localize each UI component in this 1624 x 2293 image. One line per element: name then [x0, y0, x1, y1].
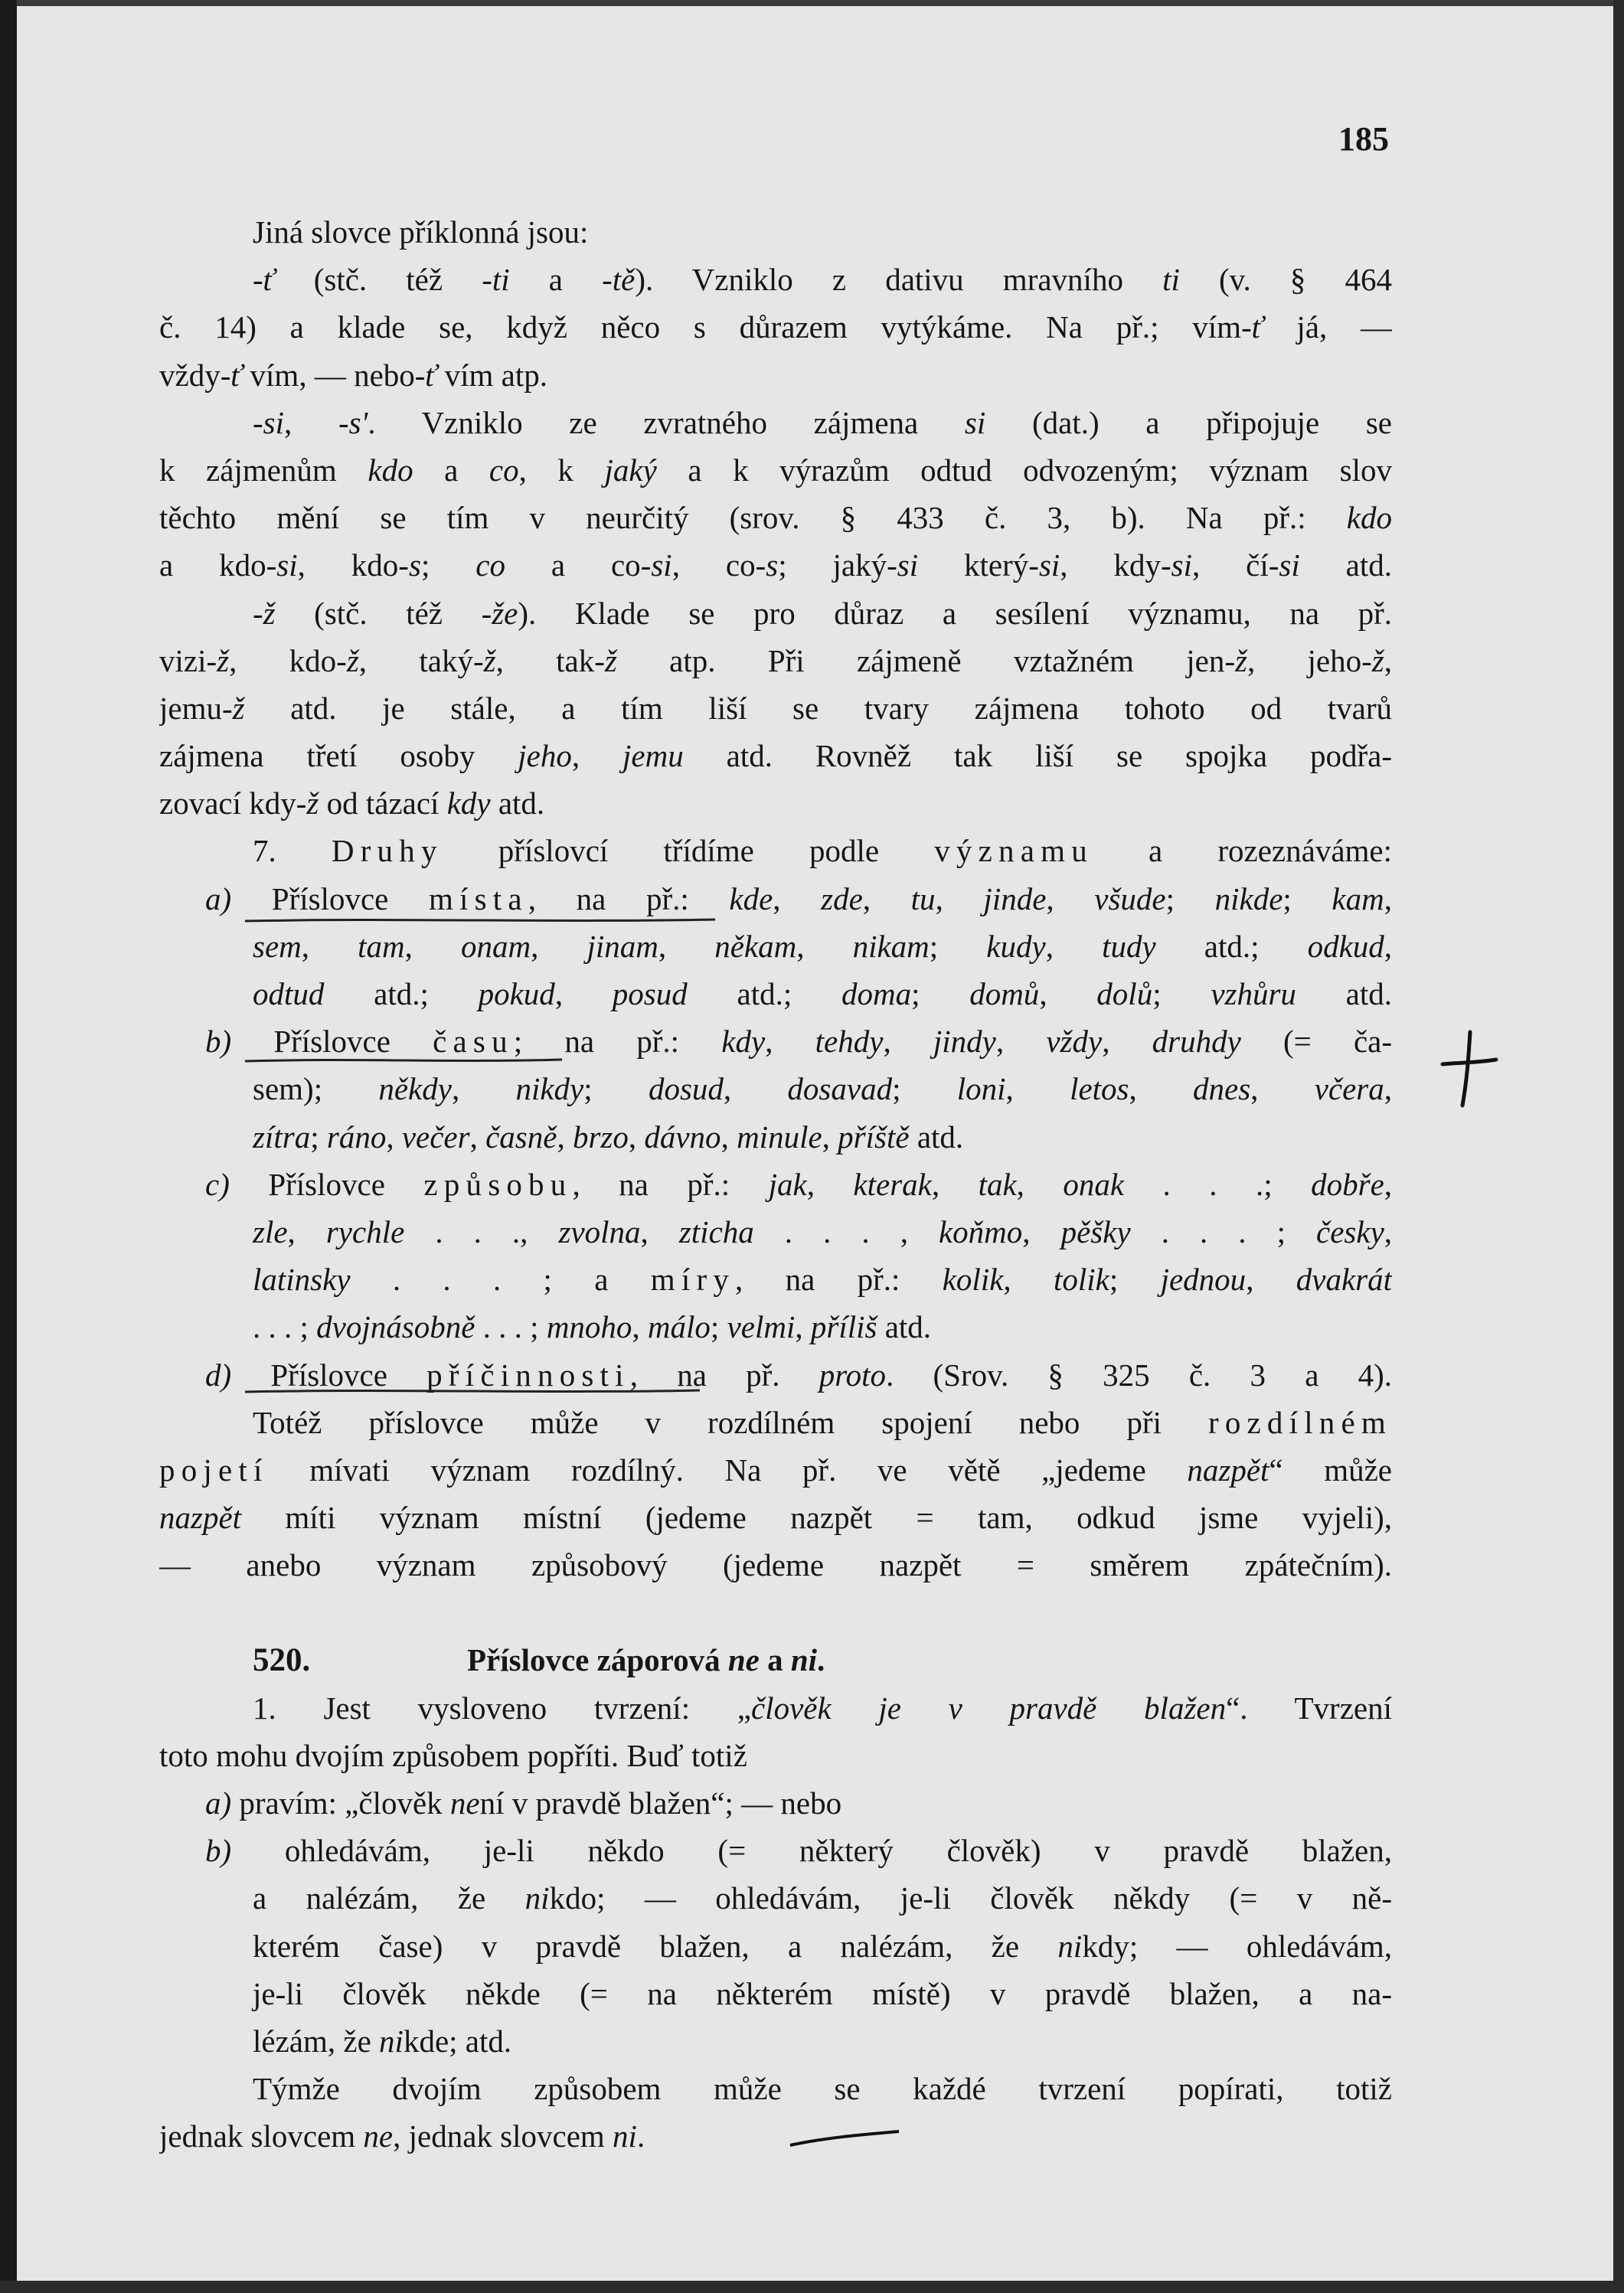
text-line: pojetí mívati význam rozdílný. Na př. ve větě „jedeme nazpět“ může — [159, 1452, 1392, 1488]
scan-bottom-edge — [0, 2281, 1624, 2293]
text-line: jednak slovcem ne, jednak slovcem ni. — [159, 2118, 645, 2154]
text-line: sem, tam, onam, jinam, někam, nikam; kudy, tudy atd.; odkud, — [253, 928, 1392, 964]
text-line: Týmže dvojím způsobem může se každé tvrzení popírati, totiž — [253, 2071, 1392, 2107]
text-line: a) Příslovce místa, na př.: kde, zde, tu, jinde, všude; nikde; kam, — [205, 880, 1392, 916]
pen-underline-pricinnosti — [243, 1386, 703, 1396]
page-number: 185 — [1338, 120, 1389, 158]
body-text — [159, 208, 1392, 2161]
text-line: je-li člověk někde (= na některém místě) v pravdě blažen, a na- — [253, 1975, 1392, 2011]
text-line: sem); někdy, nikdy; dosud, dosavad; loni, letos, dnes, včera, — [253, 1071, 1392, 1107]
pen-underline-casu — [243, 1055, 565, 1066]
text-line: b) ohledávám, je-li někdo (= některý člověk) v pravdě blažen, — [205, 1833, 1392, 1869]
text-line: . . . ; dvojnásobně . . . ; mnoho, málo; velmi, příliš atd. — [253, 1309, 932, 1345]
text-line: vizi-ž, kdo-ž, taký-ž, tak-ž atp. Při zájmeně vztažném jen-ž, jeho-ž, — [159, 642, 1392, 678]
scan-left-edge — [0, 0, 17, 2293]
text-line: latinsky . . . ; a míry, na př.: kolik, tolik; jednou, dvakrát — [253, 1262, 1392, 1298]
text-line: zájmena třetí osoby jeho, jemu atd. Rovněž tak liší se spojka podřa- — [159, 738, 1392, 774]
text-line: a kdo-si, kdo-s; co a co-si, co-s; jaký-si který-si, kdy-si, čí-si atd. — [159, 547, 1392, 583]
text-line: zovací kdy-ž od tázací kdy atd. — [159, 786, 545, 821]
scan-right-edge — [1613, 0, 1624, 2293]
section-heading — [159, 1636, 1392, 1684]
pen-underline-ni — [787, 2127, 902, 2150]
text-line: Totéž příslovce může v rozdílném spojení nebo při rozdílném — [253, 1404, 1392, 1440]
handwritten-cross-mark — [1439, 1026, 1501, 1110]
text-line: č. 14) a klade se, když něco s důrazem vytýkáme. Na př.; vím-ť já, — — [159, 309, 1392, 345]
text-line: d) Příslovce příčinnosti, na př. proto. (Srov. § 325 č. 3 a 4). — [205, 1357, 1392, 1393]
blank-line — [159, 1589, 1392, 1636]
text-line: — anebo význam způsobový (jedeme nazpět = směrem zpátečním). — [159, 1547, 1392, 1583]
text-line: c) Příslovce způsobu, na př.: jak, kterak, tak, onak . . .; dobře, — [205, 1166, 1392, 1202]
scan-top-edge — [0, 0, 1624, 6]
text-line: 7. Druhy příslovcí třídíme podle významu a rozeznáváme: — [253, 833, 1392, 869]
text-line: a nalézám, že nikdo; — ohledávám, je-li člověk někdy (= v ně- — [253, 1880, 1392, 1916]
text-line: zítra; ráno, večer, časně, brzo, dávno, minule, příště atd. — [253, 1119, 964, 1155]
text-line: Jiná slovce příklonná jsou: — [253, 214, 589, 250]
text-line: k zájmenům kdo a co, k jaký a k výrazům odtud odvozeným; význam slov — [159, 452, 1392, 488]
text-line: odtud atd.; pokud, posud atd.; doma; domů, dolů; vzhůru atd. — [253, 976, 1392, 1011]
text-line: vždy-ť vím, — nebo-ť vím atp. — [159, 357, 547, 393]
text-line: nazpět míti význam místní (jedeme nazpět = tam, odkud jsme vyjeli), — [159, 1500, 1392, 1536]
text-line: a) pravím: „člověk není v pravdě blažen“; — nebo — [205, 1785, 842, 1821]
section-number: 520. — [253, 1642, 311, 1679]
text-line: těchto mění se tím v neurčitý (srov. § 433 č. 3, b). Na př.: kdo — [159, 500, 1392, 536]
text-line: kterém čase) v pravdě blažen, a nalézám, že nikdy; — ohledávám, — [253, 1928, 1392, 1964]
text-line: b) Příslovce času; na př.: kdy, tehdy, jindy, vždy, druhdy (= ča- — [205, 1024, 1392, 1060]
pen-underline-mista — [243, 915, 718, 926]
text-line: -ž (stč. též -že). Klade se pro důraz a sesílení významu, na př. — [253, 595, 1392, 631]
text-line: -ť (stč. též -ti a -tě). Vzniklo z dativu mravního ti (v. § 464 — [253, 262, 1392, 298]
section-title: Příslovce záporová ne a ni. — [467, 1642, 825, 1678]
text-line: toto mohu dvojím způsobem popříti. Buď totiž — [159, 1737, 747, 1773]
text-line: 1. Jest vysloveno tvrzení: „člověk je v pravdě blažen“. Tvrzení — [253, 1690, 1392, 1726]
text-line: -si, -s'. Vzniklo ze zvratného zájmena si (dat.) a připojuje se — [253, 404, 1392, 440]
text-line: jemu-ž atd. je stále, a tím liší se tvary zájmena tohoto od tvarů — [159, 690, 1392, 726]
text-line: zle, rychle . . ., zvolna, zticha . . . , koňmo, pěšky . . . ; česky, — [253, 1213, 1392, 1249]
text-line: lézám, že nikde; atd. — [253, 2023, 512, 2059]
